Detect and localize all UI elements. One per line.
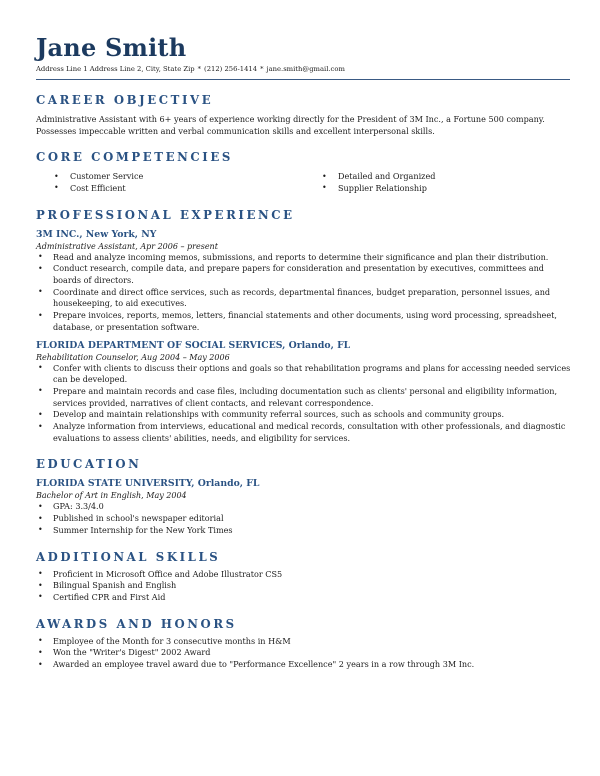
job-bullets <box>36 363 572 445</box>
list-item: • Conduct research, compile data, and prepare papers for consideration and presentation by executives, committees and boards of directors. <box>38 263 544 285</box>
section-title-objective: CAREER OBJECTIVE <box>36 93 214 107</box>
list-item: • Detailed and Organized <box>322 171 436 182</box>
list-item: • Employee of the Month for 3 consecutive months in H&M <box>38 635 291 646</box>
competencies-left-column <box>36 171 304 194</box>
list-item: • Supplier Relationship <box>322 182 427 193</box>
candidate-name: Jane Smith <box>36 33 187 62</box>
competencies-right-column <box>304 171 572 194</box>
contact-line <box>36 64 572 74</box>
section-title-awards: AWARDS AND HONORS <box>36 616 237 631</box>
list-item: • Read and analyze incoming memos, submissions, and reports to determine their significance and plan their distribution. <box>38 251 549 262</box>
job-role: Administrative Assistant, Apr 2006 – present <box>36 241 218 251</box>
list-item: • Published in school's newspaper editorial <box>38 513 224 524</box>
job-role: Rehabilitation Counselor, Aug 2004 – May 2006 <box>36 352 230 362</box>
list-item: • Bilingual Spanish and English <box>38 580 177 591</box>
employer-name: FLORIDA DEPARTMENT OF SOCIAL SERVICES, Orlando, FL <box>36 339 351 351</box>
school-name: FLORIDA STATE UNIVERSITY, Orlando, FL <box>36 478 260 490</box>
education-bullets <box>36 501 572 536</box>
address: Address Line 1 Address Line 2, City, State Zip <box>36 65 195 73</box>
employer-name: 3M INC., New York, NY <box>36 228 157 240</box>
section-title-experience: PROFESSIONAL EXPERIENCE <box>36 207 295 222</box>
list-item: • Develop and maintain relationships with community referral sources, such as schools and community groups. <box>38 409 505 420</box>
section-title-competencies: CORE COMPETENCIES <box>36 150 233 165</box>
list-item: • Coordinate and direct office services, such as records, departmental finances, budget preparation, personnel issues, and housekeeping, to aid executives. <box>38 286 551 309</box>
list-item: • Cost Efficient <box>54 182 126 193</box>
list-item: • Analyze information from interviews, educational and medical records, consultation with other professionals, and diagnostic evaluations to assess clients' abilities, needs, and eligibility for services. <box>38 421 566 443</box>
list-item: • Proficient in Microsoft Office and Adobe Illustrator CS5 <box>38 568 283 579</box>
job-bullets <box>36 252 572 334</box>
competencies-grid <box>36 171 572 194</box>
list-item: • GPA: 3.3/4.0 <box>38 501 104 512</box>
education-section <box>36 478 572 536</box>
list-item: • Prepare and maintain records and case files, including documentation such as clients' personal and eligibility information, services provided, narratives of client contacts, and relevant correspondence. <box>38 385 558 408</box>
list-item: • Summer Internship for the New York Times <box>38 524 233 535</box>
phone: (212) 256-1414 <box>204 65 258 73</box>
list-item: • Prepare invoices, reports, memos, letters, financial statements and other documents, using word processing, spreadsheet, database, or presentation software. <box>38 310 557 332</box>
list-item: • Certified CPR and First Aid <box>38 591 166 602</box>
awards-section <box>36 636 572 671</box>
list-item: • Confer with clients to discuss their options and goals so that rehabilitation programs and plans for accessing needed services can be developed. <box>38 362 571 385</box>
list-item: • Awarded an employee travel award due to "Performance Excellence" 2 years in a row through 3M Inc. <box>38 659 475 670</box>
list-item: • Won the "Writer's Digest" 2002 Award <box>38 647 211 658</box>
header-divider <box>36 79 570 80</box>
experience-section <box>36 229 572 445</box>
skills-section <box>36 569 572 604</box>
email-link[interactable]: jane.smith@gmail.com <box>266 65 345 73</box>
section-title-education: EDUCATION <box>36 457 142 472</box>
objective-text: Administrative Assistant with 6+ years of experience working directly for the President of 3M Inc., a Fortune 500 company. Possesses impeccable written and verbal communication skills and excellent interpersonal skills. <box>36 114 545 136</box>
section-title-skills: ADDITIONAL SKILLS <box>36 549 221 564</box>
list-item: • Customer Service <box>54 171 144 182</box>
separator: * <box>260 65 264 73</box>
degree: Bachelor of Art in English, May 2004 <box>36 491 187 501</box>
separator: * <box>197 65 202 73</box>
